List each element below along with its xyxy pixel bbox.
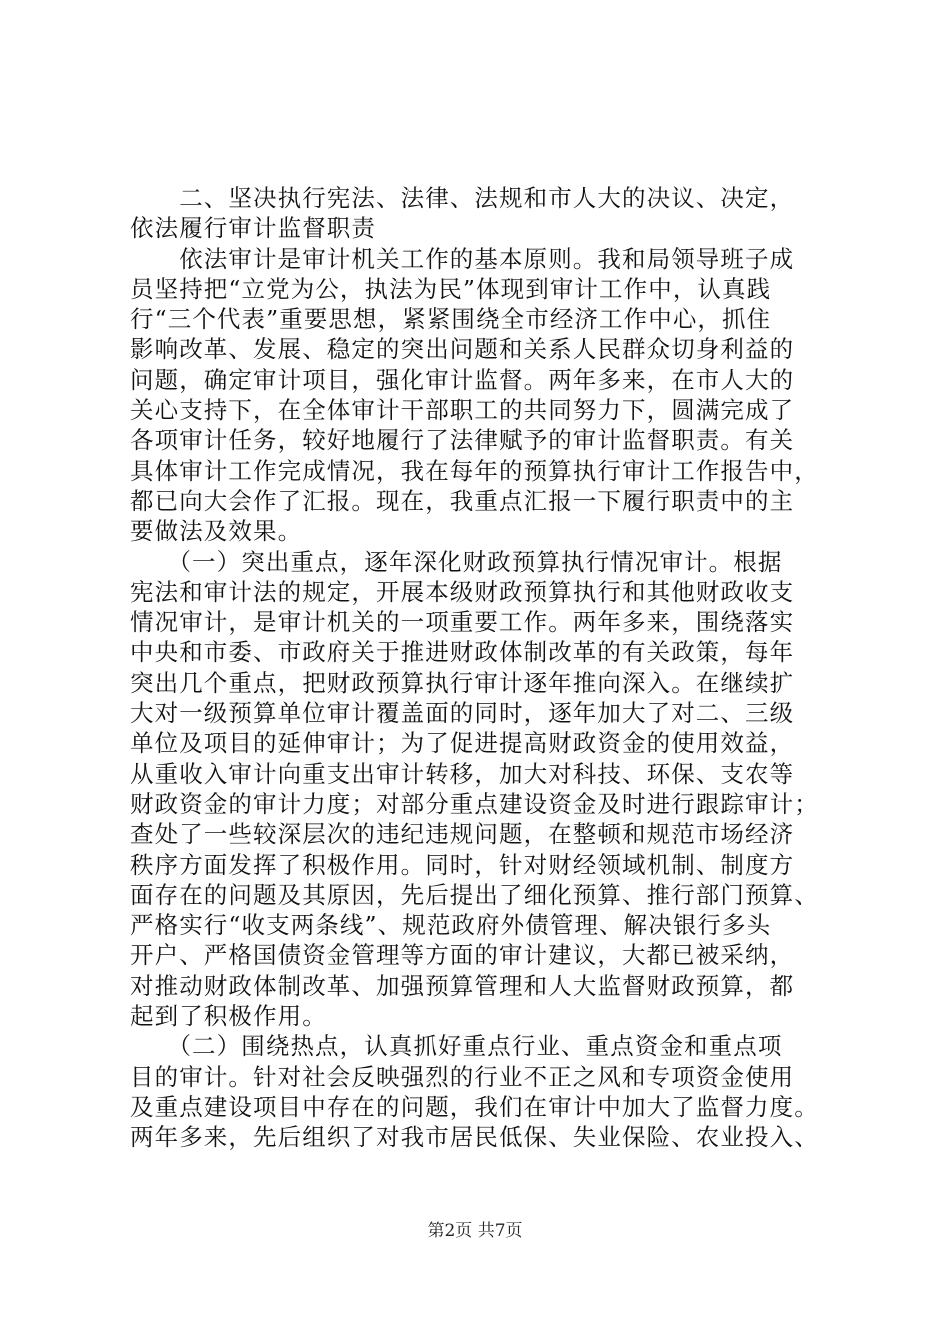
text-line: 行“三个代表”重要思想，紧紧围绕全市经济工作中心，抓住: [130, 305, 772, 334]
text-line: 情况审计，是审计机关的一项重要工作。两年多来，围绕落实: [130, 608, 795, 637]
text-line: 开户、严格国债资金管理等方面的审计建议，大都已被采纳，: [130, 941, 795, 970]
text-line: 依法履行审计监督职责: [130, 214, 376, 243]
text-line: 关心支持下，在全体审计干部职工的共同努力下，圆满完成了: [130, 396, 795, 425]
text-line: 具体审计工作完成情况，我在每年的预算执行审计工作报告中，: [130, 456, 819, 485]
text-line: 两年多来，先后组织了对我市居民低保、失业保险、农业投入、: [130, 1123, 819, 1152]
text-line: 员坚持把“立党为公，执法为民”体现到审计工作中，认真践: [130, 274, 772, 303]
text-line: （一）突出重点，逐年深化财政预算执行情况审计。根据: [130, 547, 783, 576]
text-line: 各项审计任务，较好地履行了法律赋予的审计监督职责。有关: [130, 426, 795, 455]
text-line: 及重点建设项目中存在的问题，我们在审计中加大了监督力度。: [130, 1092, 819, 1121]
text-line: 中央和市委、市政府关于推进财政体制改革的有关政策，每年: [130, 638, 795, 667]
text-line: 问题，确定审计项目，强化审计监督。两年多来，在市人大的: [130, 365, 795, 394]
text-line: 都已向大会作了汇报。现在，我重点汇报一下履行职责中的主: [130, 486, 795, 515]
text-line: 起到了积极作用。: [130, 1002, 327, 1031]
text-line: 对推动财政体制改革、加强预算管理和人大监督财政预算，都: [130, 971, 795, 1000]
text-line: （二）围绕热点，认真抓好重点行业、重点资金和重点项: [130, 1032, 783, 1061]
text-line: 财政资金的审计力度；对部分重点建设资金及时进行跟踪审计；: [130, 789, 819, 818]
text-line: 单位及项目的延伸审计；为了促进提高财政资金的使用效益，: [130, 729, 795, 758]
text-line: 突出几个重点，把财政预算执行审计逐年推向深入。在继续扩: [130, 668, 795, 697]
page-footer: 第2页 共7页: [427, 1221, 523, 1241]
text-line: 查处了一些较深层次的违纪违规问题，在整顿和规范市场经济: [130, 820, 795, 849]
text-line: 秩序方面发挥了积极作用。同时，针对财经领域机制、制度方: [130, 850, 795, 879]
text-line: 从重收入审计向重支出审计转移，加大对科技、环保、支农等: [130, 759, 795, 788]
document-body: [130, 183, 830, 1153]
text-line: 二、坚决执行宪法、法律、法规和市人大的决议、决定，: [130, 184, 795, 212]
text-line: 大对一级预算单位审计覆盖面的同时，逐年加大了对二、三级: [130, 699, 795, 728]
text-line: 目的审计。针对社会反映强烈的行业不正之风和专项资金使用: [130, 1062, 795, 1091]
text-line: 面存在的问题及其原因，先后提出了细化预算、推行部门预算、: [130, 880, 819, 909]
text-line: 宪法和审计法的规定，开展本级财政预算执行和其他财政收支: [130, 577, 795, 606]
text-line: 严格实行“收支两条线”、规范政府外债管理、解决银行多头: [130, 911, 772, 940]
text-line: 影响改革、发展、稳定的突出问题和关系人民群众切身利益的: [130, 335, 795, 364]
text-line: 依法审计是审计机关工作的基本原则。我和局领导班子成: [130, 244, 795, 273]
text-line: 要做法及效果。: [130, 517, 303, 546]
